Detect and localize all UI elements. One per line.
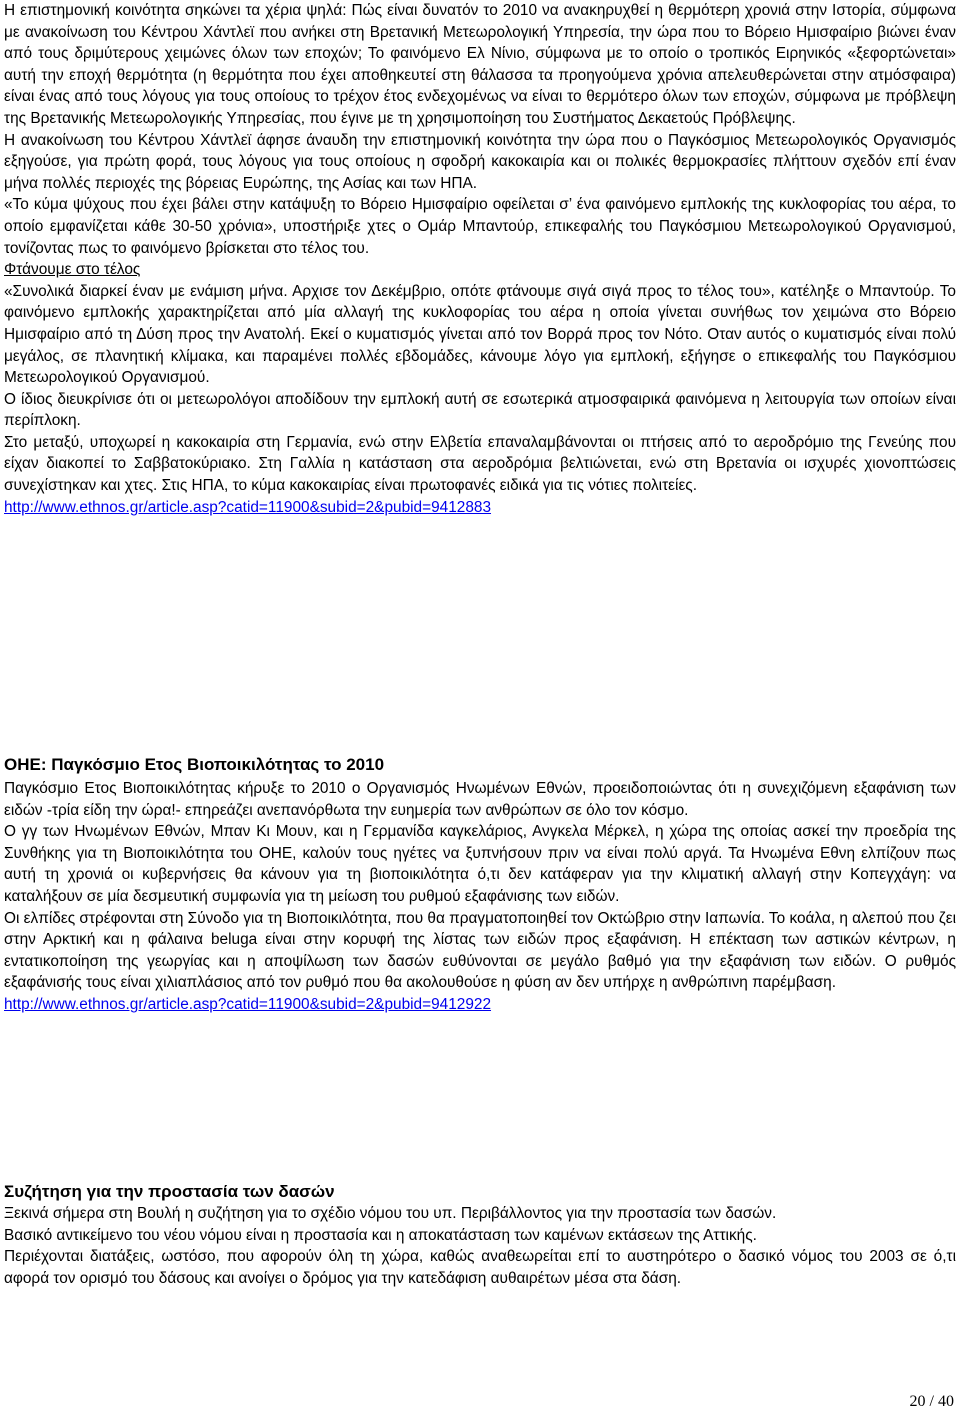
paragraph: Οι ελπίδες στρέφονται στη Σύνοδο για τη Βιοποικιλότητα, που θα πραγματοποιηθεί τον Οκτώβριο στην Ιαπωνία. Το κοάλα, η αλεπού που ζει στην Αρκτική και η φάλαινα beluga είναι στην κορυφή της λίστας των ειδών προς εξαφάνιση. Η επέκταση των αστικών κέντρων, η εντατικοποίηση της γεωργίας και η αποψίλωση των δασών ευθύνονται σε μεγάλο βαθμό για την εξαφάνιση των ειδών. Ο ρυθμός εξαφάνισής τους είναι χιλιαπλάσιος από τον ρυθμό που θα ακολουθούσε η φύση αν δεν υπήρχε η ανθρώπινη παρέμβαση. [4,909,956,992]
paragraph: Ξεκινά σήμερα στη Βουλή η συζήτηση για το σχέδιο νόμου του υπ. Περιβάλλοντος για την προστασία των δασών. [4,1205,777,1222]
paragraph: Βασικό αντικείμενο του νέου νόμου είναι η προστασία και η αποκατάσταση των καμένων εκτάσεων της Αττικής. [4,1226,757,1244]
article-forests [4,1203,956,1289]
paragraph: Ο ίδιος διευκρίνισε ότι οι μετεωρολόγοι αποδίδουν την εμπλοκή αυτή σε εσωτερικά ατμοσφαιρικά φαινόμενα η λειτουργία των οποίων είναι περίπλοκη. [4,390,956,430]
article-biodiversity [4,778,956,1016]
article-title: ΟΗΕ: Παγκόσμιο Ετος Βιοποικιλότητας το 2010 [4,755,385,774]
paragraph: «Το κύμα ψύχους που έχει βάλει στην κατάψυξη το Βόρειο Ημισφαίριο οφείλεται σ’ ένα φαινόμενο εμπλοκής της κυκλοφορίας του αέρα, το οποίο εμφανίζεται κάθε 30-50 χρόνια», υποστήριξε χτες ο Ομάρ Μπαντούρ, επικεφαλής του Παγκόσμιου Μετεωρολογικού Οργανισμού, τονίζοντας πως το φαινόμενο βρίσκεται στο τέλος του. [4,196,956,257]
paragraph: Παγκόσμιο Ετος Βιοποικιλότητας κήρυξε το 2010 ο Οργανισμός Ηνωμένων Εθνών, προειδοποιώντας ότι η συνεχιζόμενη εξαφάνιση των ειδών -τρία είδη την ώρα!- επηρεάζει ανεπανόρθωτα την ευημερία των ανθρώπων σε όλο τον κόσμο. [4,780,956,819]
paragraph: Η επιστημονική κοινότητα σηκώνει τα χέρια ψηλά: Πώς είναι δυνατόν το 2010 να ανακηρυχθεί η θερμότερη χρονιά στην Ιστορία, σύμφωνα με ανακοίνωση του Κέντρου Χάντλεϊ που ανήκει στη Βρετανική Μετεωρολογική Υπηρεσία, την ώρα που το Βόρειο Ημισφαίριο βιώνει έναν από τους δριμύτερους χειμώνες όλων των εποχών; Το φαινόμενο Ελ Νίνιο, σύμφωνα με το οποίο ο τροπικός Ειρηνικός «ξεφορτώνεται» αυτή την εποχή θερμότητα (η θερμότητα που έχει αποθηκευτεί στη θάλασσα τα προηγούμενα χρόνια απελευθερώνεται στην ατμόσφαιρα) είναι ένας από τους λόγους για τους οποίους το τρέχον έτος ενδεχομένως να είναι το θερμότερο όλων των εποχών, σύμφωνα με πρόβλεψη της Βρετανικής Μετεωρολογικής Υπηρεσίας, που έγινε με τη χρησιμοποίηση του Συστήματος Δεκαετούς Πρόβλεψης. [4,2,956,127]
article-title: Συζήτηση για την προστασία των δασών [4,1182,335,1201]
subheading: Φτάνουμε στο τέλος [4,261,141,279]
article-climate [4,0,956,518]
paragraph: Στο μεταξύ, υποχωρεί η κακοκαιρία στη Γερμανία, ενώ στην Ελβετία επαναλαμβάνονται οι πτήσεις από το αεροδρόμιο της Γενεύης που είχαν διακοπεί το Σαββατοκύριακο. Στη Γαλλία η κατάσταση στα αεροδρόμια βελτιώνεται, ενώ στη Βρετανία οι ισχυρές χιονοπτώσεις συνεχίστηκαν και χτες. Στις ΗΠΑ, το κύμα κακοκαιρίας είναι πρωτοφανές ειδικά για τις νότιες πολιτείες. [4,433,956,495]
paragraph: Η ανακοίνωση του Κέντρου Χάντλεϊ άφησε άναυδη την επιστημονική κοινότητα την ώρα που ο Παγκόσμιος Μετεωρολογικός Οργανισμός εξηγούσε, για πρώτη φορά, τους λόγους για τους οποίους η σφοδρή κακοκαιρία και οι πολικές θερμοκρασίες πλήττουν σχεδόν επί έναν μήνα πολλές περιοχές της βόρειας Ευρώπης, της Ασίας και των ΗΠΑ. [4,131,956,192]
paragraph: Περιέχονται διατάξεις, ωστόσο, που αφορούν όλη τη χώρα, καθώς αναθεωρείται επί το αυστηρότερο ο δασικό νόμος του 2003 σε ό,τι αφορά τον ορισμό του δάσους και ανοίγει ο δρόμος για την κατεδάφιση αυθαιρέτων μέσα στα δάση. [4,1248,956,1287]
paragraph: «Συνολικά διαρκεί έναν με ενάμιση μήνα. Αρχισε τον Δεκέμβριο, οπότε φτάνουμε σιγά σιγά προς το τέλος του», κατέληξε ο Μπαντούρ. Το φαινόμενο εμπλοκής χαρακτηρίζεται από μία αλλαγή της κυκλοφορίας του αέρα η οποία γίνεται συνήθως τον χειμώνα στο Βόρειο Ημισφαίριο από τη Δύση προς την Ανατολή. Εκεί ο κυματισμός γίνεται από τον Βορρά προς τον Νότο. Οταν αυτός ο κυματισμός είναι πολύ μεγάλος, σε πλανητική κλίμακα, και παραμένει πολλές εβδομάδες, κάνουμε λόγο για εμπλοκή, εξήγησε ο επικεφαλής του Παγκόσμιου Μετεωρολογικού Οργανισμού. [4,282,956,387]
page-number: 20 / 40 [909,1393,954,1410]
source-link[interactable]: http://www.ethnos.gr/article.asp?catid=11900&subid=2&pubid=9412922 [4,995,492,1013]
paragraph: Ο γγ των Ηνωμένων Εθνών, Μπαν Κι Μουν, και η Γερμανίδα καγκελάριος, Ανγκελα Μέρκελ, η χώρα της οποίας ασκεί την προεδρία της Συνθήκης για τη Βιοποικιλότητα του ΟΗΕ, καλούν τους ηγέτες να ξυπνήσουν πριν να είναι πολύ αργά. Τα Ηνωμένα Εθνη ελπίζουν πως αυτή τη χρονιά οι κυβερνήσεις θα κάνουν για τη βιοποικιλότητα ό,τι δεν κατάφεραν για την κλιματική αλλαγή στην Κοπεγχάγη: να καταλήξουν σε μία δεσμευτική συμφωνία για τη μείωση του ρυθμού εξαφάνισης των ειδών. [4,823,956,905]
source-link[interactable]: http://www.ethnos.gr/article.asp?catid=11900&subid=2&pubid=9412883 [4,498,492,516]
